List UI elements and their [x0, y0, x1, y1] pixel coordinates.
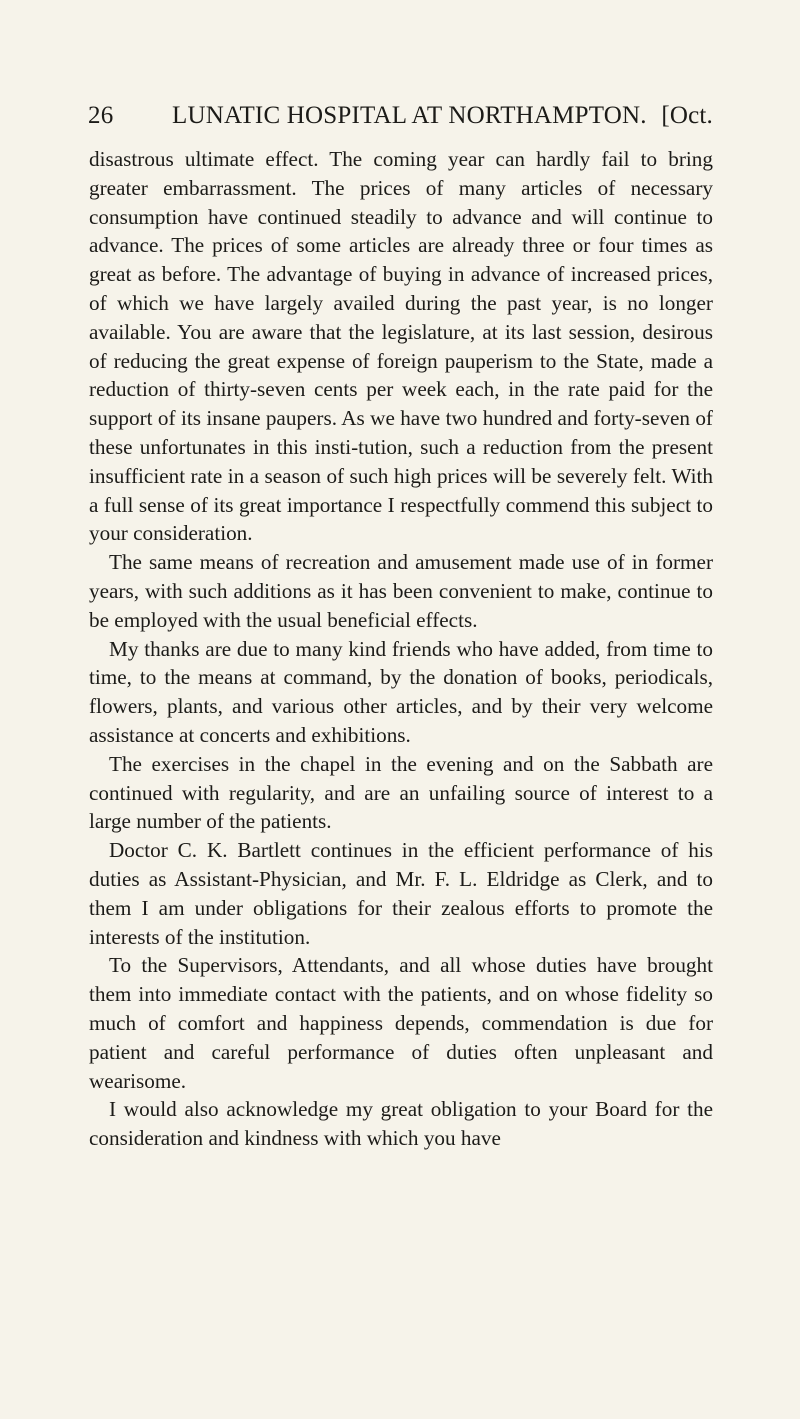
- running-title: LUNATIC HOSPITAL AT NORTHAMPTON.: [172, 102, 647, 129]
- running-date: [Oct.: [661, 102, 713, 129]
- paragraph-recreation: The same means of recreation and amusement made use of in former years, with such additions as it has been convenient to make, continue to be employed with the usual beneficial effects.: [89, 550, 713, 632]
- page-number: 26: [88, 102, 114, 129]
- paragraph-continued: disastrous ultimate effect. The coming year can hardly fail to bring greater embarrassment. The prices of many articles of necessary consumption have continued steadily to advance and will continue to advance. The prices of some articles are already three or four times as great as before. The advantage of buying in advance of increased prices, of which we have largely availed during the past year, is no longer available. You are aware that the legislature, at its last session, desirous of reducing the great expense of foreign pauperism to the State, made a reduction of thirty-seven cents per week each, in the rate paid for the support of its insane paupers. As we have two hundred and forty-seven of these unfortunates in this insti-tution, such a reduction from the present insufficient rate in a season of such high prices will be severely felt. With a full sense of its great importance I respectfully commend this subject to your consideration.: [89, 147, 713, 546]
- paragraph-board: I would also acknowledge my great obligation to your Board for the consideration and kindness with which you have: [89, 1097, 713, 1151]
- running-head: [88, 102, 713, 138]
- body-text: [89, 145, 713, 1153]
- paragraph-thanks: My thanks are due to many kind friends who have added, from time to time, to the means at command, by the donation of books, periodicals, flowers, plants, and various other articles, and by their very welcome assistance at concerts and exhibitions.: [89, 636, 713, 747]
- paragraph-chapel: The exercises in the chapel in the evening and on the Sabbath are continued with regularity, and are an unfailing source of interest to a large number of the patients.: [89, 751, 713, 834]
- paragraph-staff: Doctor C. K. Bartlett continues in the efficient performance of his duties as Assistant-Physician, and Mr. F. L. Eldridge as Clerk, and to them I am under obligations for their zealous efforts to promote the interests of the institution.: [89, 838, 713, 949]
- paragraph-attendants: To the Supervisors, Attendants, and all whose duties have brought them into immediate contact with the patients, and on whose fidelity so much of comfort and happiness depends, commendation is due for patient and careful performance of duties often unpleasant and wearisome.: [89, 953, 713, 1093]
